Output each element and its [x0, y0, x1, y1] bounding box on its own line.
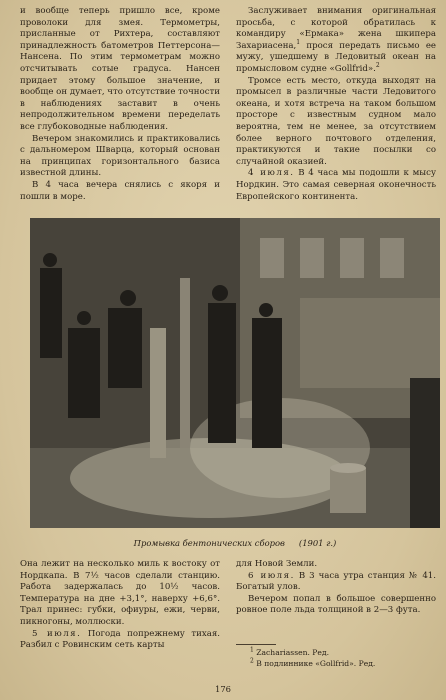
photo-caption — [30, 538, 440, 548]
page-number: 176 — [215, 684, 231, 694]
date-label: 5 июля. — [32, 628, 82, 639]
paragraph — [20, 629, 220, 652]
date-label: 6 июля. — [248, 570, 295, 581]
text-column-top-left — [20, 6, 220, 203]
text-column-bottom-left — [20, 559, 220, 652]
paragraph — [236, 168, 436, 203]
footnote-ref: 1 — [296, 38, 301, 46]
footnote — [250, 647, 440, 658]
text-run: прося передать письмо ее мужу, ушедшему в Ледовитый океан на промысловом судне «Gollfrid». — [236, 40, 436, 74]
paragraph: Тромсе есть место, откуда выходят на промысел в различные части Ледовитого океана, и хотя встреча на таком большом просторе с известным судном мало вероятна, тем не менее, за отсутствием более верного почтового отделения, практикуются и такие посылки со случайной оказией. — [236, 75, 436, 167]
paragraph — [236, 571, 436, 594]
footnote-text: В подлиннике «Gollfrid». Ред. — [253, 659, 376, 668]
paragraph: Вечером попал в большое совершенно ровное поле льда толщиной в 2—3 фута. — [236, 593, 436, 616]
paragraph: и вообще теперь пришло все, кроме проволоки для змея. Термометры, присланные от Рихтера, составляют принадлежность батометров Петтерсона— Нансена. По этим термометрам можно отсчитывать сотые градуса. Нансен придает этому большое значение, и вообще он думает, что отсутствие точности в наблюдениях заставит в очень непродолжительном времени переделать все глубоководные наблюдения. — [20, 6, 220, 132]
footnote-text: Zachariassen. Ред. — [253, 648, 330, 657]
caption-text: Промывка бентонических сборов — [133, 538, 285, 548]
paragraph: Вечером знакомились и практиковались с дальномером Шварца, который основан на принципах горизонтального базиса известной длины. — [20, 133, 220, 179]
text-run: В 3 часа утра станция № 41. Богатый улов. — [236, 570, 436, 593]
text-column-bottom-right — [236, 559, 436, 617]
footnote-rule — [236, 644, 276, 645]
photo-scene — [30, 218, 440, 528]
footnote-ref: 2 — [375, 62, 380, 70]
text-column-top-right — [236, 6, 436, 203]
caption-year: (1901 г.) — [298, 538, 337, 548]
text-run: Заслуживает внимания оригинальная просьба, с которой обратилась к командиру «Ермака» жена шкипера Захариасена, — [236, 6, 436, 51]
footnotes — [250, 647, 440, 669]
photograph — [30, 218, 440, 528]
footnote-mark: 1 — [250, 646, 254, 654]
text-run: Погода попрежнему тихая. Разбил с Ровинским сеть карты — [20, 628, 220, 651]
paragraph: для Новой Земли. — [236, 559, 318, 569]
text-run: В 4 часа мы подошли к мысу Нордкин. Это самая северная оконечность Европейского континента. — [236, 168, 436, 202]
paragraph: В 4 часа вечера снялись с якоря и пошли в море. — [20, 179, 220, 202]
footnote — [250, 658, 440, 669]
paragraph — [236, 6, 436, 76]
paragraph: Она лежит на несколько миль к востоку от Нордкапа. В 7½ часов сделали станцию. Работа задержалась до 10½ часов. Температура на дне +3,1°, наверху +6,6°. Трал принес: губки, офиуры, ежи, черви, пикногоны, моллюски. — [20, 559, 220, 627]
date-label: 4 июля. — [248, 168, 295, 179]
footnote-mark: 2 — [250, 657, 254, 665]
